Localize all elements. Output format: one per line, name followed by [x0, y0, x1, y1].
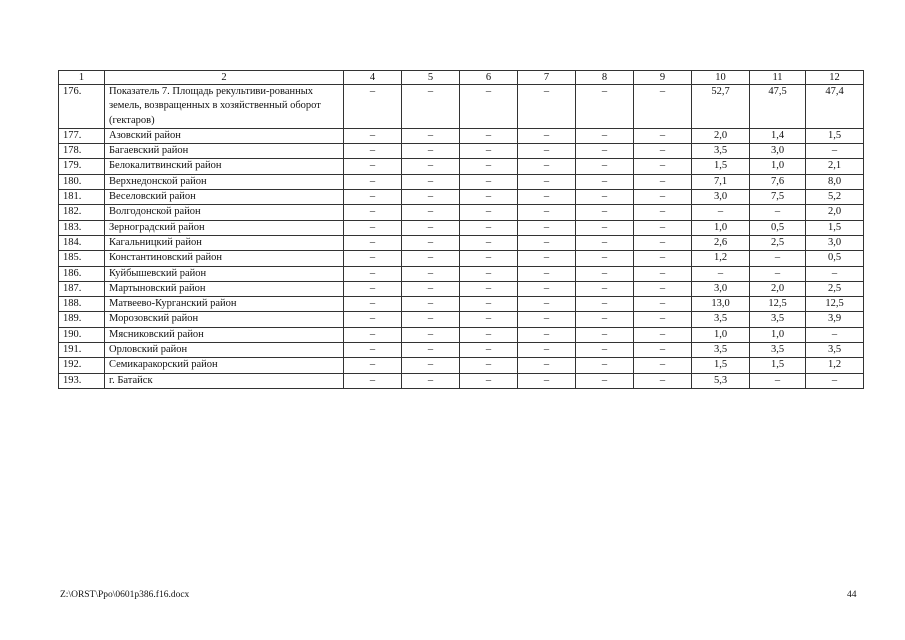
- table-cell: 2,1: [806, 159, 864, 174]
- row-label: Верхнедонской район: [105, 174, 344, 189]
- table-cell: 3,5: [692, 343, 750, 358]
- table-cell: 2,5: [806, 281, 864, 296]
- table-cell: –: [460, 281, 518, 296]
- table-cell: –: [634, 85, 692, 129]
- table-cell: –: [344, 235, 402, 250]
- row-label: Константиновский район: [105, 251, 344, 266]
- table-cell: –: [634, 128, 692, 143]
- row-number: 179.: [59, 159, 105, 174]
- table-row: [59, 85, 864, 129]
- table-cell: 5,2: [806, 190, 864, 205]
- footer-file-path: Z:\ORST\Ppo\0601p386.f16.docx: [60, 590, 190, 600]
- row-number: 189.: [59, 312, 105, 327]
- table-cell: 3,5: [750, 343, 806, 358]
- row-label: Зерноградский район: [105, 220, 344, 235]
- table-cell: –: [460, 220, 518, 235]
- table-cell: –: [344, 251, 402, 266]
- table-cell: –: [460, 327, 518, 342]
- column-header: 10: [692, 71, 750, 85]
- table-cell: –: [576, 266, 634, 281]
- table-cell: –: [576, 190, 634, 205]
- table-cell: 52,7: [692, 85, 750, 129]
- table-cell: –: [518, 174, 576, 189]
- column-header: 7: [518, 71, 576, 85]
- row-label: Мясниковский район: [105, 327, 344, 342]
- table-cell: 1,5: [692, 358, 750, 373]
- table-cell: –: [518, 159, 576, 174]
- table-cell: –: [518, 205, 576, 220]
- row-number: 180.: [59, 174, 105, 189]
- table-cell: 2,5: [750, 235, 806, 250]
- table-row: [59, 220, 864, 235]
- row-number: 190.: [59, 327, 105, 342]
- row-label: Орловский район: [105, 343, 344, 358]
- table-cell: 2,6: [692, 235, 750, 250]
- table-cell: –: [806, 266, 864, 281]
- table-cell: –: [634, 312, 692, 327]
- table-cell: –: [576, 312, 634, 327]
- row-number: 193.: [59, 373, 105, 388]
- column-header: 8: [576, 71, 634, 85]
- table-cell: –: [518, 373, 576, 388]
- table-cell: 7,6: [750, 174, 806, 189]
- table-cell: –: [460, 85, 518, 129]
- table-row: [59, 312, 864, 327]
- table-cell: 2,0: [692, 128, 750, 143]
- table-cell: –: [576, 159, 634, 174]
- table-cell: –: [344, 159, 402, 174]
- row-number: 178.: [59, 144, 105, 159]
- table-cell: –: [518, 312, 576, 327]
- row-label: Багаевский район: [105, 144, 344, 159]
- table-row: [59, 190, 864, 205]
- table-cell: –: [634, 327, 692, 342]
- column-header: 2: [105, 71, 344, 85]
- table-cell: –: [692, 205, 750, 220]
- table-cell: –: [460, 235, 518, 250]
- table-cell: –: [750, 205, 806, 220]
- row-number: 182.: [59, 205, 105, 220]
- table-cell: –: [518, 251, 576, 266]
- table-cell: 3,5: [692, 144, 750, 159]
- table-cell: –: [634, 144, 692, 159]
- table-cell: –: [576, 297, 634, 312]
- table-cell: –: [402, 251, 460, 266]
- table-cell: 0,5: [750, 220, 806, 235]
- table-cell: 1,0: [750, 327, 806, 342]
- table-cell: –: [344, 312, 402, 327]
- table-cell: 3,0: [692, 281, 750, 296]
- table-cell: –: [576, 327, 634, 342]
- table-cell: –: [344, 358, 402, 373]
- table-cell: 1,2: [692, 251, 750, 266]
- row-label: Матвеево-Курганский район: [105, 297, 344, 312]
- row-label: Семикаракорский район: [105, 358, 344, 373]
- table-cell: –: [402, 266, 460, 281]
- table-row: [59, 281, 864, 296]
- table-cell: –: [402, 358, 460, 373]
- table-cell: –: [518, 266, 576, 281]
- table-cell: 1,0: [692, 327, 750, 342]
- table-cell: –: [402, 174, 460, 189]
- table-cell: 1,5: [692, 159, 750, 174]
- table-cell: –: [344, 205, 402, 220]
- table-cell: –: [460, 174, 518, 189]
- table-cell: –: [460, 343, 518, 358]
- table-cell: 47,4: [806, 85, 864, 129]
- table-cell: –: [806, 373, 864, 388]
- table-cell: –: [634, 281, 692, 296]
- column-header: 12: [806, 71, 864, 85]
- column-header: 5: [402, 71, 460, 85]
- table-cell: –: [460, 190, 518, 205]
- row-label: г. Батайск: [105, 373, 344, 388]
- table-cell: 3,0: [692, 190, 750, 205]
- table-cell: –: [750, 373, 806, 388]
- table-cell: –: [576, 205, 634, 220]
- table-cell: –: [344, 297, 402, 312]
- table-cell: –: [576, 128, 634, 143]
- table-cell: –: [344, 174, 402, 189]
- table-cell: –: [750, 266, 806, 281]
- table-cell: –: [750, 251, 806, 266]
- table-cell: –: [460, 297, 518, 312]
- column-header: 1: [59, 71, 105, 85]
- table-cell: –: [634, 159, 692, 174]
- table-cell: 3,0: [806, 235, 864, 250]
- row-label: Мартыновский район: [105, 281, 344, 296]
- row-number: 177.: [59, 128, 105, 143]
- table-cell: 3,0: [750, 144, 806, 159]
- table-row: [59, 174, 864, 189]
- table-cell: –: [634, 205, 692, 220]
- table-cell: –: [576, 85, 634, 129]
- table-cell: –: [576, 281, 634, 296]
- table-cell: –: [460, 373, 518, 388]
- table-row: [59, 159, 864, 174]
- table-cell: –: [402, 235, 460, 250]
- table-cell: –: [806, 327, 864, 342]
- row-number: 183.: [59, 220, 105, 235]
- data-table-container: [58, 70, 863, 389]
- row-label: Веселовский район: [105, 190, 344, 205]
- table-cell: –: [518, 235, 576, 250]
- table-cell: 3,5: [692, 312, 750, 327]
- table-cell: –: [402, 327, 460, 342]
- table-cell: –: [634, 373, 692, 388]
- row-label: Азовский район: [105, 128, 344, 143]
- table-cell: 3,9: [806, 312, 864, 327]
- table-cell: –: [402, 205, 460, 220]
- row-number: 186.: [59, 266, 105, 281]
- row-number: 188.: [59, 297, 105, 312]
- table-row: [59, 144, 864, 159]
- table-cell: –: [634, 235, 692, 250]
- table-cell: –: [518, 297, 576, 312]
- table-cell: –: [402, 144, 460, 159]
- table-cell: 2,0: [750, 281, 806, 296]
- table-row: [59, 343, 864, 358]
- table-row: [59, 205, 864, 220]
- table-cell: –: [344, 373, 402, 388]
- table-cell: –: [460, 358, 518, 373]
- row-label: Куйбышевский район: [105, 266, 344, 281]
- table-cell: –: [460, 266, 518, 281]
- table-cell: 3,5: [806, 343, 864, 358]
- table-cell: –: [402, 312, 460, 327]
- row-label: Белокалитвинский район: [105, 159, 344, 174]
- table-cell: –: [344, 128, 402, 143]
- table-cell: 7,5: [750, 190, 806, 205]
- table-row: [59, 128, 864, 143]
- table-cell: –: [576, 251, 634, 266]
- table-cell: –: [344, 85, 402, 129]
- table-cell: –: [576, 358, 634, 373]
- table-row: [59, 327, 864, 342]
- row-label: Кагальницкий район: [105, 235, 344, 250]
- column-header: 9: [634, 71, 692, 85]
- table-cell: –: [402, 128, 460, 143]
- table-cell: –: [460, 251, 518, 266]
- table-body: [59, 85, 864, 389]
- table-cell: –: [576, 343, 634, 358]
- table-cell: 1,5: [806, 220, 864, 235]
- table-cell: 12,5: [806, 297, 864, 312]
- table-cell: 0,5: [806, 251, 864, 266]
- row-number: 187.: [59, 281, 105, 296]
- table-cell: 3,5: [750, 312, 806, 327]
- row-number: 176.: [59, 85, 105, 129]
- table-cell: –: [634, 220, 692, 235]
- table-cell: –: [518, 128, 576, 143]
- table-cell: 1,5: [750, 358, 806, 373]
- table-cell: –: [576, 235, 634, 250]
- table-cell: –: [402, 281, 460, 296]
- table-cell: –: [634, 251, 692, 266]
- row-label: Показатель 7. Площадь рекультиви-рованных земель, возвращенных в хозяйственный оборот (гектаров): [105, 85, 344, 129]
- table-cell: –: [518, 190, 576, 205]
- table-cell: 12,5: [750, 297, 806, 312]
- table-row: [59, 235, 864, 250]
- table-cell: 8,0: [806, 174, 864, 189]
- table-cell: –: [692, 266, 750, 281]
- table-cell: –: [344, 266, 402, 281]
- footer-page-number: 44: [847, 590, 857, 600]
- row-number: 191.: [59, 343, 105, 358]
- table-cell: –: [634, 174, 692, 189]
- table-cell: –: [518, 85, 576, 129]
- table-cell: –: [518, 144, 576, 159]
- table-cell: 1,0: [750, 159, 806, 174]
- table-cell: –: [576, 144, 634, 159]
- table-cell: –: [460, 205, 518, 220]
- table-cell: –: [402, 220, 460, 235]
- table-row: [59, 297, 864, 312]
- table-cell: –: [344, 190, 402, 205]
- table-cell: –: [402, 159, 460, 174]
- table-row: [59, 251, 864, 266]
- table-cell: 1,2: [806, 358, 864, 373]
- table-cell: –: [460, 128, 518, 143]
- table-row: [59, 266, 864, 281]
- row-number: 185.: [59, 251, 105, 266]
- table-cell: –: [634, 266, 692, 281]
- table-cell: 1,4: [750, 128, 806, 143]
- data-table: [58, 70, 864, 389]
- table-cell: –: [344, 281, 402, 296]
- table-cell: –: [344, 343, 402, 358]
- column-header: 6: [460, 71, 518, 85]
- table-row: [59, 373, 864, 388]
- column-header: 11: [750, 71, 806, 85]
- table-header-row: [59, 71, 864, 85]
- table-cell: –: [344, 144, 402, 159]
- table-cell: –: [460, 312, 518, 327]
- table-cell: 2,0: [806, 205, 864, 220]
- table-cell: –: [402, 373, 460, 388]
- table-cell: –: [634, 343, 692, 358]
- table-cell: –: [634, 297, 692, 312]
- table-cell: 7,1: [692, 174, 750, 189]
- table-cell: –: [460, 159, 518, 174]
- table-cell: 47,5: [750, 85, 806, 129]
- table-cell: 1,5: [806, 128, 864, 143]
- row-number: 181.: [59, 190, 105, 205]
- table-row: [59, 358, 864, 373]
- table-cell: –: [518, 343, 576, 358]
- table-cell: –: [402, 343, 460, 358]
- table-cell: 5,3: [692, 373, 750, 388]
- row-label: Волгодонской район: [105, 205, 344, 220]
- table-cell: –: [576, 373, 634, 388]
- table-cell: –: [402, 297, 460, 312]
- table-cell: –: [806, 144, 864, 159]
- row-number: 192.: [59, 358, 105, 373]
- table-cell: –: [402, 85, 460, 129]
- row-label: Морозовский район: [105, 312, 344, 327]
- table-cell: –: [402, 190, 460, 205]
- table-cell: –: [576, 220, 634, 235]
- column-header: 4: [344, 71, 402, 85]
- table-cell: –: [344, 220, 402, 235]
- table-cell: –: [518, 281, 576, 296]
- table-cell: –: [344, 327, 402, 342]
- table-cell: –: [634, 358, 692, 373]
- table-cell: –: [576, 174, 634, 189]
- table-cell: –: [518, 358, 576, 373]
- table-cell: –: [518, 220, 576, 235]
- table-cell: –: [460, 144, 518, 159]
- table-cell: –: [634, 190, 692, 205]
- table-cell: 13,0: [692, 297, 750, 312]
- table-cell: 1,0: [692, 220, 750, 235]
- row-number: 184.: [59, 235, 105, 250]
- table-cell: –: [518, 327, 576, 342]
